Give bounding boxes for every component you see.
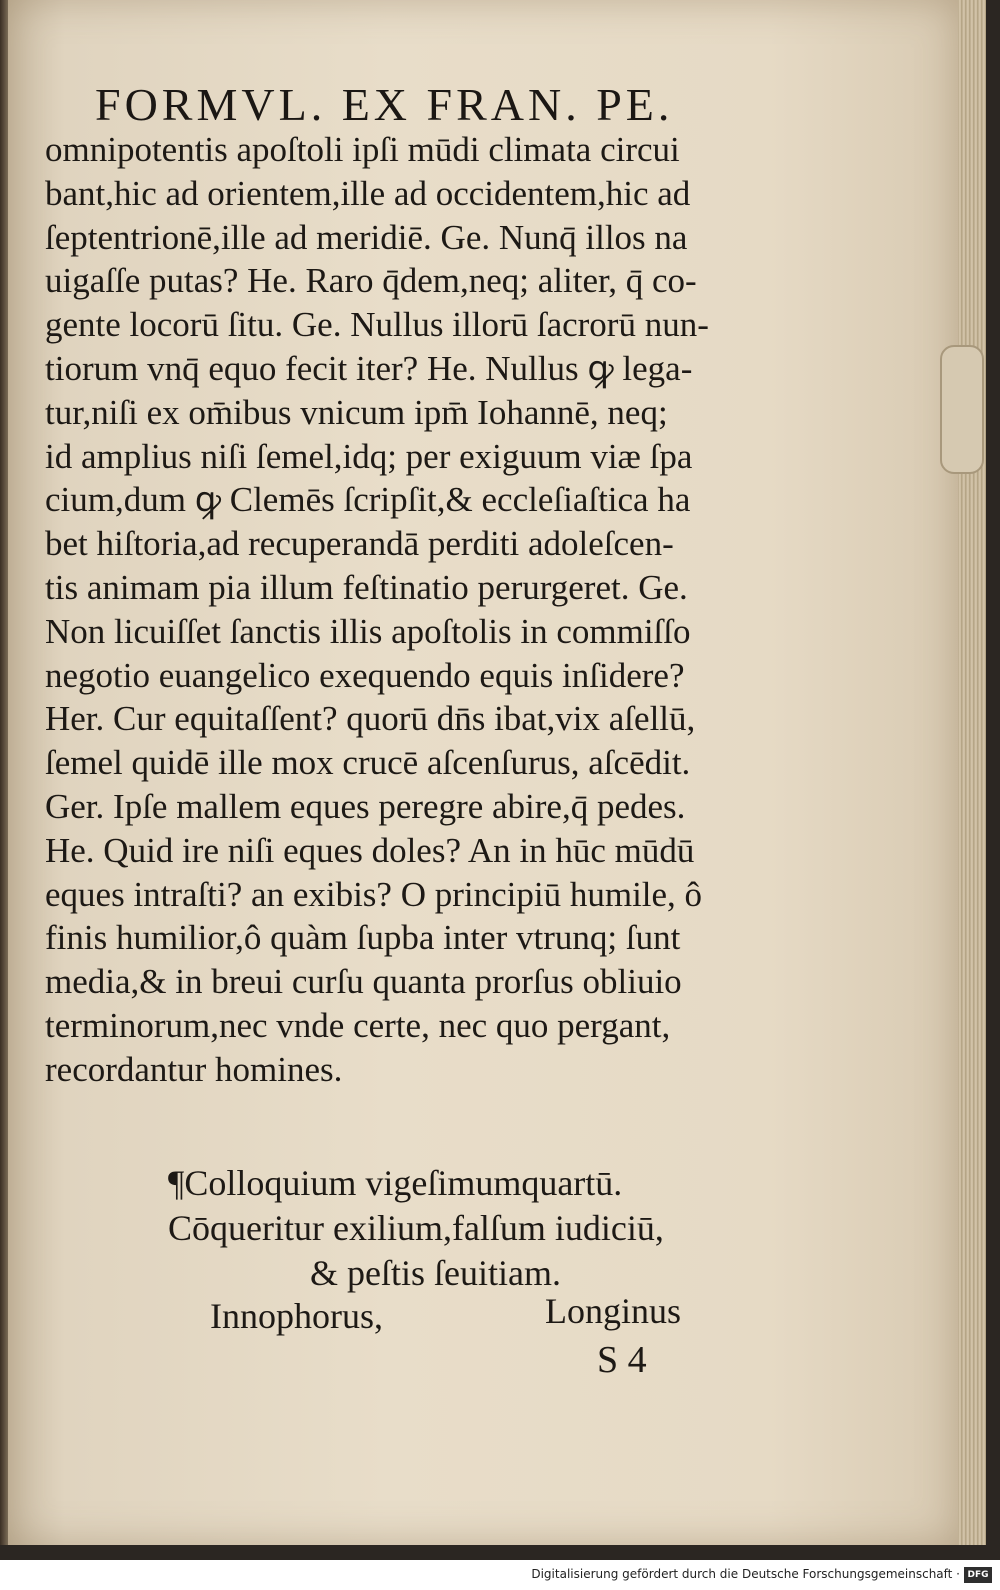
text-line: Non licuiſſet ſanctis illis apoſtolis in commiſſo — [45, 611, 691, 651]
text-line: cium,dum ꝙ Clemēs ſcripſit,& eccleſiaſtica ha — [45, 480, 691, 520]
footer-bar — [0, 1562, 1000, 1590]
colloquium-title: ¶Colloquium vigeſimumquartū. — [168, 1163, 623, 1203]
text-line: tiorum vnq̄ equo fecit iter? He. Nullus ꝙ lega- — [45, 348, 693, 388]
text-line: Ger. Ipſe mallem eques peregre abire,q̄ pedes. — [45, 786, 686, 826]
text-line: He. Quid ire niſi eques doles? An in hūc mūdū — [45, 830, 695, 870]
text-line: bet hiſtoria,ad recuperandā perditi adoleſcen- — [45, 524, 674, 564]
running-header: FORMVL. EX FRAN. PE. — [95, 79, 674, 130]
colloquium-subtitle-cont: & peſtis ſeuitiam. — [310, 1253, 561, 1293]
text-line: ſemel quidē ille mox crucē aſcenſurus, aſcēdit. — [45, 743, 691, 783]
text-line: id amplius niſi ſemel,idq; per exiguum viæ ſpa — [45, 436, 693, 476]
text-line: ſeptentrionē,ille ad meridiē. Ge. Nunq̄ illos na — [45, 217, 688, 257]
text-line: terminorum,nec vnde certe, nec quo pergant, — [45, 1005, 671, 1045]
text-line: omnipotentis apoſtoli ipſi mūdi climata circui — [45, 130, 680, 169]
text-line: tis animam pia illum feſtinatio perurgeret. Ge. — [45, 567, 688, 607]
text-line: tur,niſi ex om̄ibus vnicum ipm̄ Iohannē, neq; — [45, 392, 668, 432]
text-line: bant,hic ad orientem,ille ad occidentem,hic ad — [45, 173, 691, 213]
text-line: uigaſſe putas? He. Raro q̄dem,neq; aliter, q̄ co- — [45, 261, 697, 301]
text-line: finis humilior,ô quàm ſupba inter vtrunq; ſunt — [45, 918, 681, 958]
colloquium-subtitle: Cōqueritur exilium,falſum iudiciū, — [168, 1208, 664, 1248]
page-clip — [940, 345, 984, 474]
signature-mark: S 4 — [597, 1339, 647, 1381]
text-line: Her. Cur equitaſſent? quorū dn̄s ibat,vix aſellū, — [45, 699, 696, 739]
page-stack-edge — [958, 0, 986, 1545]
text-line: negotio euangelico exequendo equis inſidere? — [45, 655, 685, 695]
speaker-longinus: Longinus — [545, 1291, 682, 1331]
funding-credit: Digitalisierung gefördert durch die Deutsche Forschungsgemeinschaft · — [531, 1567, 960, 1581]
body-text — [45, 128, 860, 1092]
text-line: media,& in breui curſu quanta prorſus obliuio — [45, 962, 682, 1002]
dfg-logo: DFG — [964, 1567, 992, 1583]
text-line: eques intraſti? an exibis? O principiū humile, ô — [45, 874, 703, 914]
text-line: gente locorū ſitu. Ge. Nullus illorū ſacrorū nun- — [45, 305, 709, 345]
text-line: recordantur homines. — [45, 1049, 343, 1089]
speaker-innophorus: Innophorus, — [210, 1296, 383, 1336]
